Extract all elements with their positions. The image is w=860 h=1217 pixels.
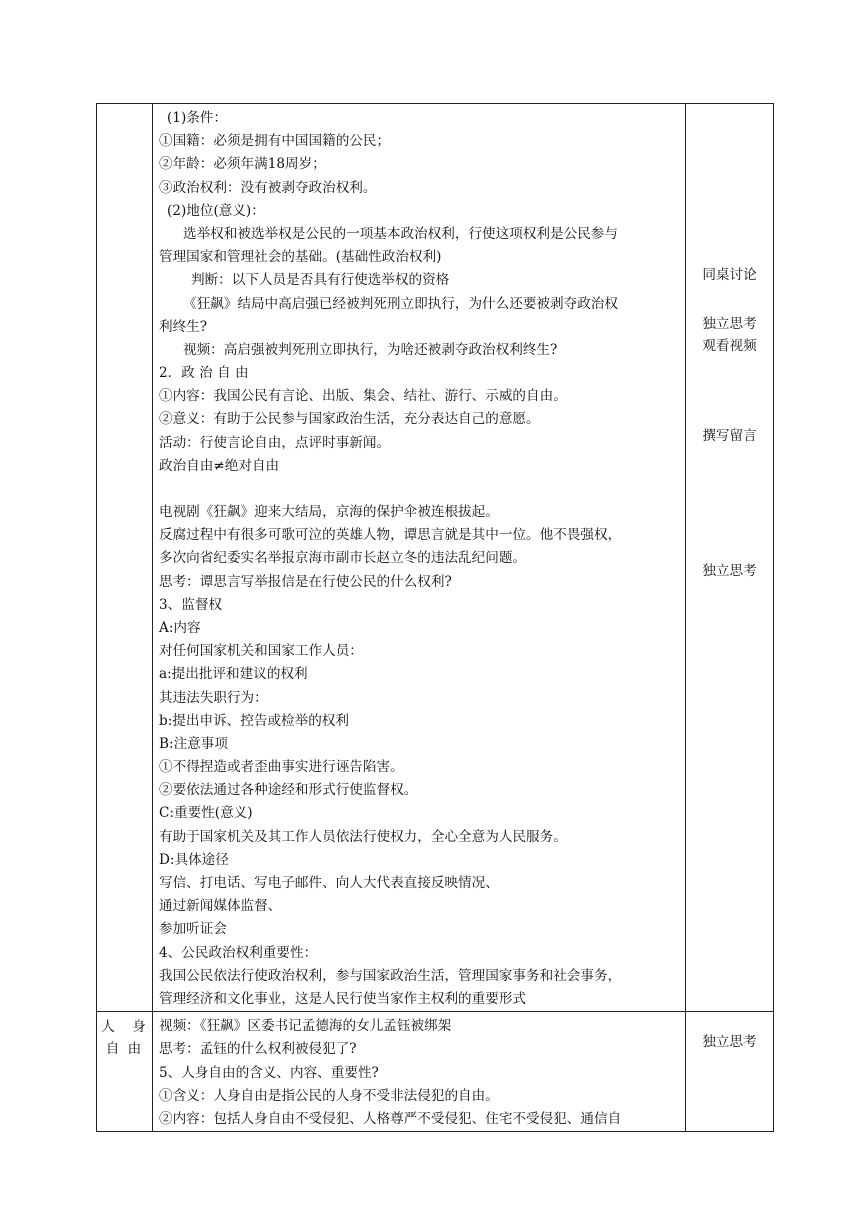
text-line: 写信、打电话、写电子邮件、向人大代表直接反映情况、 — [159, 875, 499, 891]
section-title-cell — [97, 104, 153, 1012]
text-line: C:重要性(意义) — [159, 805, 253, 822]
text-line: a:提出批评和建议的权利 — [159, 666, 308, 683]
lesson-plan-table — [96, 103, 774, 1132]
activity-label: 独立思考 — [702, 563, 757, 579]
text-line: 我国公民依法行使政治权利，参与国家政治生活，管理国家事务和社会事务， — [159, 967, 622, 984]
text-line: 思考：孟钰的什么权利被侵犯了? — [159, 1041, 357, 1058]
text-line: 多次向省纪委实名举报京海市副市长赵立冬的违法乱纪问题。 — [159, 550, 527, 567]
text-line: 管理国家和管理社会的基础。(基础性政治权利) — [159, 249, 442, 266]
section-title-line: 自 由 — [105, 1041, 144, 1058]
content-cell — [153, 104, 686, 1012]
text-line: A:内容 — [159, 619, 201, 636]
text-line: 视频：高启强被判死刑立即执行，为啥还被剥夺政治权利终生? — [183, 341, 558, 358]
text-line: 活动：行使言论自由，点评时事新闻。 — [159, 434, 391, 451]
text-line: 2．政 治 自 由 — [159, 365, 249, 382]
text-line: 政治自由≠绝对自由 — [159, 457, 280, 474]
text-line: D:具体途径 — [159, 851, 229, 868]
text-line: 利终生? — [159, 318, 208, 335]
activity-label: 独立思考 — [702, 1034, 757, 1051]
text-line: 反腐过程中有很多可歌可泣的英雄人物，谭思言就是其中一位。他不畏强权， — [159, 527, 622, 544]
text-line: 对任何国家机关和国家工作人员： — [159, 643, 363, 660]
activity-label: 独立思考 — [702, 316, 757, 332]
section-title-cell — [97, 1012, 153, 1132]
blank-line — [159, 478, 681, 501]
text-line: 判断：以下人员是否具有行使选举权的资格 — [191, 272, 450, 289]
text-line: 参加听证会 — [159, 921, 227, 938]
section-title-line: 人 身 — [101, 1019, 148, 1036]
content-cell — [153, 1012, 686, 1132]
table-row — [97, 104, 774, 1012]
text-line: 5、人身自由的含义、内容、重要性? — [159, 1064, 379, 1081]
text-line: 视频：《狂飙》区委书记孟德海的女儿孟钰被绑架 — [159, 1018, 452, 1035]
text-line: ①国籍：必须是拥有中国国籍的公民； — [159, 133, 391, 150]
activity-cell — [686, 104, 774, 1012]
text-line: 选举权和被选举权是公民的一项基本政治权利，行使这项权利是公民参与 — [183, 225, 618, 242]
text-line: 《狂飙》结局中高启强已经被判死刑立即执行，为什么还要被剥夺政治权 — [183, 295, 618, 312]
activity-label: 撰写留言 — [702, 428, 757, 444]
activity-cell — [686, 1012, 774, 1132]
text-line: (2)地位(意义)： — [167, 202, 265, 219]
text-line: 4、公民政治权利重要性： — [159, 944, 318, 961]
text-line: 管理经济和文化事业，这是人民行使当家作主权利的重要形式 — [159, 990, 527, 1007]
activity-label: 同桌讨论 — [702, 267, 757, 283]
section-title — [97, 1012, 152, 1060]
text-line: ①含义：人身自由是指公民的人身不受非法侵犯的自由。 — [159, 1087, 499, 1104]
activity-label: 观看视频 — [702, 338, 757, 354]
text-line: 其违法失职行为： — [159, 689, 268, 706]
text-line: B:注意事项 — [159, 735, 228, 752]
text-line: ②年龄：必须年满18周岁； — [159, 156, 326, 173]
text-line: ②内容：包括人身自由不受侵犯、人格尊严不受侵犯、住宅不受侵犯、通信自 — [159, 1110, 622, 1127]
text-line: 思考：谭思言写举报信是在行使公民的什么权利? — [159, 573, 452, 590]
text-line: ①内容：我国公民有言论、出版、集会、结社、游行、示威的自由。 — [159, 388, 567, 405]
text-line: 3、监督权 — [159, 596, 223, 613]
text-line: ②意义：有助于公民参与国家政治生活，充分表达自己的意愿。 — [159, 411, 540, 428]
text-line: (1)条件： — [167, 110, 228, 126]
table-row — [97, 1012, 774, 1132]
text-line: ②要依法通过各种途经和形式行使监督权。 — [159, 782, 418, 799]
text-line: ①不得捏造或者歪曲事实进行诬告陷害。 — [159, 759, 404, 776]
text-line: 通过新闻媒体监督、 — [159, 898, 282, 915]
text-line: b:提出申诉、控告或检举的权利 — [159, 712, 349, 729]
text-line: 电视剧《狂飙》迎来大结局，京海的保护伞被连根拔起。 — [159, 504, 499, 520]
text-line: ③政治权利：没有被剥夺政治权利。 — [159, 179, 377, 196]
section-title — [97, 104, 152, 108]
text-line: 有助于国家机关及其工作人员依法行使权力，全心全意为人民服务。 — [159, 828, 567, 845]
